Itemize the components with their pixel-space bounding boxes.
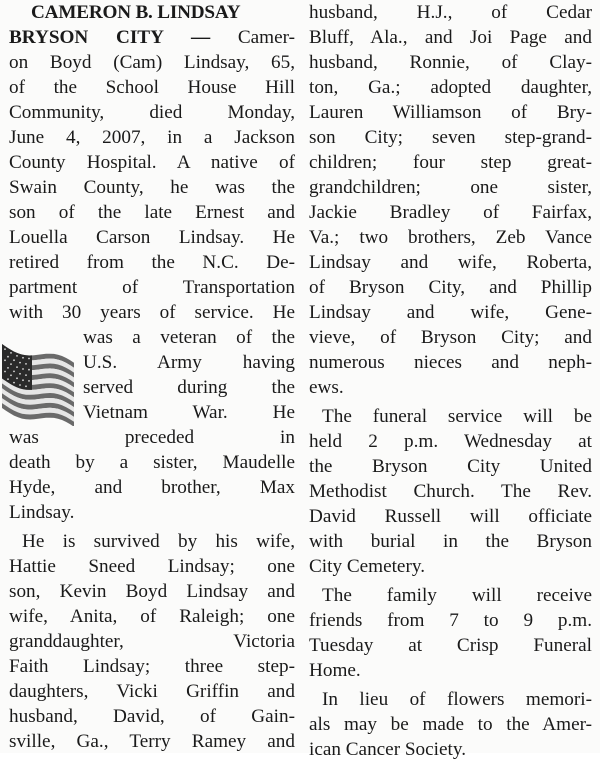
- text-line: Faith Lindsay; three step-: [9, 656, 295, 677]
- text-line: husband, Ronnie, of Clay-: [309, 52, 592, 73]
- text-line: vieve, of Bryson City; and: [309, 327, 592, 348]
- text-line: Lindsay and wife, Roberta,: [309, 252, 592, 273]
- intro-first: Camer-: [210, 27, 295, 48]
- text-line: City Cemetery.: [309, 556, 425, 577]
- text-line: Vietnam War. He: [83, 402, 295, 423]
- text-line: Community, died Monday,: [9, 102, 295, 123]
- text-line: Hattie Sneed Lindsay; one: [9, 556, 295, 577]
- text-line: was a veteran of the: [83, 327, 295, 348]
- left-column: [9, 0, 295, 754]
- obituary-heading: CAMERON B. LINDSAY: [31, 2, 241, 23]
- text-line: Home.: [309, 660, 361, 681]
- text-line: Swain County, he was the: [9, 177, 295, 198]
- memorial-paragraph: [309, 687, 592, 762]
- after-flag-paragraph: [9, 425, 295, 525]
- text-line: He is survived by his wife,: [22, 531, 295, 552]
- text-line: The funeral service will be: [322, 406, 592, 427]
- text-line: husband, H.J., of Cedar: [309, 2, 592, 23]
- text-line: Tuesday at Crisp Funeral: [309, 635, 592, 656]
- text-line: sville, Ga., Terry Ramey and: [9, 731, 295, 752]
- text-line: Methodist Church. The Rev.: [309, 481, 592, 502]
- text-line: retired from the N.C. De-: [9, 252, 295, 273]
- visitation-paragraph: [309, 583, 592, 683]
- text-line: of Bryson City, and Phillip: [309, 277, 592, 298]
- text-line: Lindsay.: [9, 502, 75, 523]
- text-line: grandchildren; one sister,: [309, 177, 592, 198]
- text-line: on Boyd (Cam) Lindsay, 65,: [9, 52, 295, 73]
- text-line: children; four step great-: [309, 152, 592, 173]
- text-line: Bluff, Ala., and Joi Page and: [309, 27, 592, 48]
- funeral-paragraph: [309, 404, 592, 579]
- text-line: the Bryson City United: [309, 456, 592, 477]
- text-line: ton, Ga.; adopted daughter,: [309, 77, 592, 98]
- text-line: ews.: [309, 377, 344, 398]
- text-line: Lauren Williamson of Bry-: [309, 102, 592, 123]
- text-line: David Russell will officiate: [309, 506, 592, 527]
- text-line: U.S. Army having: [83, 352, 295, 373]
- text-line: Jackie Bradley of Fairfax,: [309, 202, 592, 223]
- text-line: death by a sister, Maudelle: [9, 452, 295, 473]
- flag-paragraph: [9, 325, 295, 425]
- text-line: held 2 p.m. Wednesday at: [309, 431, 592, 452]
- text-line: Hyde, and brother, Max: [9, 477, 295, 498]
- text-line: Va.; two brothers, Zeb Vance: [309, 227, 592, 248]
- text-line: In lieu of flowers memori-: [322, 689, 592, 710]
- right-column: [309, 0, 592, 762]
- text-line: als may be made to the Amer-: [309, 714, 592, 735]
- text-line: friends from 7 to 9 p.m.: [309, 610, 592, 631]
- text-line: son, Kevin Boyd Lindsay and: [9, 581, 295, 602]
- dateline: BRYSON CITY —: [9, 27, 211, 48]
- intro-paragraph: [9, 50, 295, 325]
- text-line: partment of Transportation: [9, 277, 295, 298]
- text-line: Louella Carson Lindsay. He: [9, 227, 295, 248]
- text-line: June 4, 2007, in a Jackson: [9, 127, 295, 148]
- survivors-paragraph: [9, 529, 295, 754]
- text-line: granddaughter, Victoria: [9, 631, 295, 652]
- text-line: son of the late Ernest and: [9, 202, 295, 223]
- text-line: husband, David, of Gain-: [9, 706, 295, 727]
- text-line: with burial in the Bryson: [309, 531, 592, 552]
- text-line: wife, Anita, of Raleigh; one: [9, 606, 295, 627]
- text-line: County Hospital. A native of: [9, 152, 295, 173]
- survivors-continued-paragraph: [309, 0, 592, 400]
- text-line: ican Cancer Society.: [309, 739, 466, 760]
- dateline-line: [9, 25, 295, 50]
- text-line: The family will receive: [322, 585, 592, 606]
- text-line: numerous nieces and neph-: [309, 352, 592, 373]
- text-line: with 30 years of service. He: [9, 302, 295, 323]
- text-line: served during the: [83, 377, 295, 398]
- text-line: daughters, Vicki Griffin and: [9, 681, 295, 702]
- text-line: was preceded in: [9, 427, 295, 448]
- text-line: of the School House Hill: [9, 77, 295, 98]
- text-line: Lindsay and wife, Gene-: [309, 302, 592, 323]
- text-line: son City; seven step-grand-: [309, 127, 592, 148]
